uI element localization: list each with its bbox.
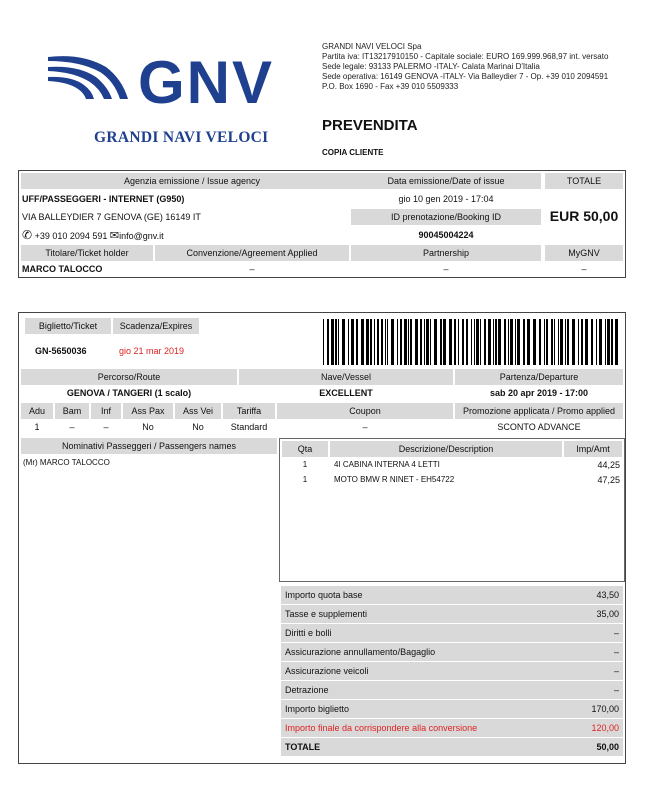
qty-header: Qta <box>282 441 328 457</box>
totals-row-fees <box>281 624 623 642</box>
logo-subtitle: GRANDI NAVI VELOCI <box>94 129 269 146</box>
route-header: Percorso/Route <box>21 369 237 385</box>
company-line: Sede operativa: 16149 GENOVA -ITALY- Via Balleydier 7 - Op. +39 010 2094591 <box>322 72 609 81</box>
totals-row-cancel-insurance <box>281 643 623 661</box>
agency-header: Agenzia emissione / Issue agency <box>21 173 363 189</box>
totals-value: 50,00 <box>596 742 619 752</box>
pax-insurance-value: No <box>142 422 154 432</box>
route-value: GENOVA / TANGERI (1 scalo) <box>66 388 192 398</box>
agency-contacts <box>22 229 164 242</box>
company-line: Sede legale: 93133 PALERMO -ITALY- Calata Marinai D'Italia <box>322 62 540 71</box>
vehicle-insurance-header: Ass Vei <box>175 403 221 419</box>
totals-label: Detrazione <box>285 685 329 695</box>
totals-value: 43,50 <box>596 590 619 600</box>
totals-row-taxes <box>281 605 623 623</box>
item-qty: 1 <box>302 460 308 469</box>
item-desc: MOTO BMW R NINET - EH54722 <box>334 475 455 484</box>
item-amt: 44,25 <box>597 460 620 470</box>
booking-id: 90045004224 <box>418 230 474 240</box>
amt-header: Imp/Amt <box>564 441 622 457</box>
vessel-header: Nave/Vessel <box>239 369 453 385</box>
coupon-value: – <box>362 422 368 432</box>
promo-header: Promozione applicata / Promo applied <box>455 403 623 419</box>
company-info <box>322 42 662 92</box>
holder-header: Titolare/Ticket holder <box>21 245 153 261</box>
agency-email: info@gnv.it <box>119 231 164 241</box>
partnership-header: Partnership <box>351 245 541 261</box>
infants-header: Inf <box>91 403 121 419</box>
ticket-number: GN-5650036 <box>35 346 87 356</box>
coupon-header: Coupon <box>277 403 453 419</box>
mygnv-header: MyGNV <box>545 245 623 261</box>
totals-value: 120,00 <box>591 723 619 733</box>
totals-row-deduction <box>281 681 623 699</box>
document-title: PREVENDITA <box>322 117 418 134</box>
item-qty: 1 <box>302 475 308 484</box>
totals-label: Importo biglietto <box>285 704 350 714</box>
agreement-header: Convenzione/Agreement Applied <box>155 245 349 261</box>
totals-label: Diritti e bolli <box>285 628 332 638</box>
totals-row-ticket-amount <box>281 700 623 718</box>
totals-value: 170,00 <box>591 704 619 714</box>
totals-value: – <box>613 647 619 657</box>
document-copy-label: COPIA CLIENTE <box>322 148 384 157</box>
passenger-name: (Mr) MARCO TALOCCO <box>23 458 110 467</box>
vehicle-insurance-value: No <box>192 422 204 432</box>
desc-header: Descrizione/Description <box>330 441 562 457</box>
departure-value: sab 20 apr 2019 - 17:00 <box>489 388 589 398</box>
adults-header: Adu <box>21 403 53 419</box>
agency-address: VIA BALLEYDIER 7 GENOVA (GE) 16149 IT <box>22 212 201 222</box>
date-header: Data emissione/Date of issue <box>351 173 541 189</box>
svg-text:GNV: GNV <box>138 49 275 116</box>
pax-insurance-header: Ass Pax <box>123 403 173 419</box>
booking-id-header: ID prenotazione/Booking ID <box>351 209 541 225</box>
totals-value: – <box>613 685 619 695</box>
totals-label: Assicurazione veicoli <box>285 666 369 676</box>
infants-value: – <box>103 422 109 432</box>
agreement-value: – <box>249 264 255 274</box>
agency-box <box>18 170 626 278</box>
vessel-value: EXCELLENT <box>319 388 373 398</box>
total-header: TOTALE <box>545 173 623 189</box>
departure-header: Partenza/Departure <box>455 369 623 385</box>
company-line: Partita iva: IT13217910150 - Capitale sociale: EURO 169.999.968,97 int. versato <box>322 52 609 61</box>
totals-row-vehicle-insurance <box>281 662 623 680</box>
totals-value: – <box>613 666 619 676</box>
item-desc: 4I CABINA INTERNA 4 LETTI <box>334 460 440 469</box>
children-value: – <box>69 422 75 432</box>
gnv-logo-mark <box>42 45 282 125</box>
agency-name: UFF/PASSEGGERI - INTERNET (G950) <box>22 194 185 204</box>
totals-row-base <box>281 586 623 604</box>
totals-label: Tasse e supplementi <box>285 609 368 619</box>
fare-value: Standard <box>230 422 268 432</box>
partnership-value: – <box>443 264 449 274</box>
totals-label: Importo quota base <box>285 590 363 600</box>
promo-value: SCONTO ADVANCE <box>497 422 581 432</box>
gnv-logo <box>42 45 282 155</box>
totals-label: Assicurazione annullamento/Bagaglio <box>285 647 436 657</box>
item-amt: 47,25 <box>597 475 620 485</box>
fare-header: Tariffa <box>223 403 275 419</box>
expiry-date: gio 21 mar 2019 <box>119 346 185 356</box>
mygnv-value: – <box>581 264 587 274</box>
company-line: GRANDI NAVI VELOCI Spa <box>322 42 422 51</box>
passengers-header: Nominativi Passeggeri / Passengers names <box>21 438 277 454</box>
totals-row-grand-total <box>281 738 623 756</box>
totals-label: Importo finale da corrispondere alla conversione <box>285 723 478 733</box>
barcode <box>319 317 621 367</box>
items-frame <box>279 438 625 582</box>
totals-row-conversion <box>281 719 623 737</box>
total-amount: EUR 50,00 <box>549 208 619 224</box>
phone-icon: ✆ <box>22 228 33 242</box>
issue-date: gio 10 gen 2019 - 17:04 <box>398 194 494 204</box>
expires-header: Scadenza/Expires <box>113 318 199 334</box>
totals-label: TOTALE <box>285 742 321 752</box>
mail-icon: ✉ <box>109 230 120 242</box>
agency-phone: +39 010 2094 591 <box>34 231 108 241</box>
ticket-holder: MARCO TALOCCO <box>22 264 103 274</box>
ticket-no-header: Biglietto/Ticket <box>25 318 111 334</box>
totals-value: – <box>613 628 619 638</box>
totals-value: 35,00 <box>596 609 619 619</box>
children-header: Bam <box>55 403 89 419</box>
adults-value: 1 <box>34 422 40 432</box>
company-line: P.O. Box 1690 - Fax +39 010 5509333 <box>322 82 459 91</box>
